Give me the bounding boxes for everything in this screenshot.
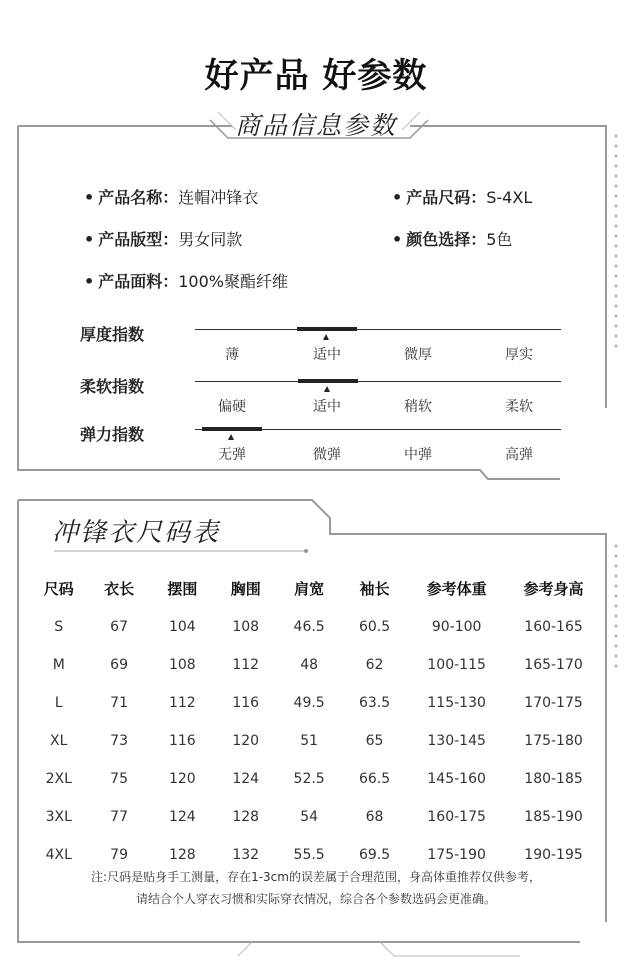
col-header: 参考身高: [523, 579, 584, 598]
table-cell: 4XL: [45, 847, 72, 863]
col-header: 胸围: [230, 579, 261, 598]
thickness-selected-mark: [297, 327, 357, 331]
table-cell: 180-185: [524, 771, 583, 787]
table-cell: 160-165: [524, 619, 583, 635]
size-note-line-1: 注:尺码是贴身手工测量，存在1-3cm的误差属于合理范围，身高体重推荐仅供参考，: [91, 870, 541, 884]
table-cell: 65: [365, 733, 384, 749]
attr-product-fit: • 产品版型：男女同款: [84, 230, 243, 249]
table-cell: 69.5: [358, 847, 391, 863]
softness-option: 适中: [313, 399, 341, 415]
table-cell: 3XL: [45, 809, 72, 825]
table-cell: XL: [50, 733, 68, 749]
attr-product-size: • 产品尺码：S-4XL: [392, 188, 533, 207]
softness-index-label: 柔软指数: [80, 377, 145, 396]
table-cell: 116: [168, 733, 196, 749]
col-header: 尺码: [43, 579, 74, 598]
table-cell: 145-160: [427, 771, 486, 787]
table-cell: 108: [168, 657, 196, 673]
softness-option: 柔软: [505, 399, 533, 415]
thickness-scale-line: [195, 329, 561, 330]
table-cell: 67: [110, 619, 128, 635]
elasticity-option: 高弹: [505, 447, 533, 463]
table-cell: 69: [110, 657, 128, 673]
table-cell: 185-190: [524, 809, 583, 825]
size-chart-title: 冲锋衣尺码表: [52, 518, 221, 548]
thickness-index-label: 厚度指数: [80, 325, 145, 344]
col-header: 肩宽: [294, 579, 325, 598]
table-cell: 49.5: [293, 695, 325, 711]
table-cell: 170-175: [524, 695, 583, 711]
elasticity-option: 中弹: [404, 447, 432, 463]
table-cell: 175-180: [524, 733, 583, 749]
table-cell: 71: [110, 695, 128, 711]
size-note-line-2: 请结合个人穿衣习惯和实际穿衣情况，综合各个参数选码会更准确。: [135, 892, 496, 906]
table-cell: 120: [232, 733, 260, 749]
table-cell: 128: [168, 847, 196, 863]
elasticity-selected-mark: [202, 427, 262, 431]
col-header: 衣长: [104, 579, 135, 598]
table-cell: 90-100: [431, 619, 482, 635]
table-cell: 48: [300, 657, 319, 673]
table-cell: 100-115: [427, 657, 486, 673]
table-row: [30, 722, 602, 760]
elasticity-index-label: 弹力指数: [80, 425, 145, 444]
table-cell: 73: [110, 733, 128, 749]
attr-color-choice: • 颜色选择：5色: [392, 230, 513, 249]
table-cell: 75: [110, 771, 128, 787]
table-cell: 124: [168, 809, 196, 825]
table-row: [30, 798, 602, 836]
table-cell: 68: [365, 809, 384, 825]
thickness-option: 适中: [313, 347, 341, 363]
table-cell: 132: [232, 847, 260, 863]
table-cell: 120: [168, 771, 196, 787]
table-cell: 116: [232, 695, 260, 711]
thickness-option: 薄: [225, 347, 239, 363]
thickness-pointer-icon: [323, 334, 329, 340]
table-cell: 52.5: [293, 771, 325, 787]
attr-product-fabric: • 产品面料：100%聚酯纤维: [84, 272, 288, 291]
attr-product-name: • 产品名称：连帽冲锋衣: [84, 188, 259, 207]
col-header: 袖长: [359, 579, 390, 598]
table-cell: L: [54, 695, 63, 711]
table-cell: 130-145: [427, 733, 486, 749]
table-cell: S: [54, 619, 64, 635]
table-cell: 165-170: [524, 657, 583, 673]
table-cell: 77: [110, 809, 128, 825]
softness-scale-line: [195, 381, 561, 382]
table-row: [30, 646, 602, 684]
table-cell: 124: [232, 771, 260, 787]
table-cell: 60.5: [358, 619, 391, 635]
table-row: [30, 760, 602, 798]
size-table: [30, 568, 602, 874]
table-cell: 66.5: [358, 771, 391, 787]
table-cell: M: [52, 657, 65, 673]
product-info-title: 商品信息参数: [234, 111, 397, 140]
softness-option: 稍软: [404, 399, 432, 415]
table-cell: 63.5: [358, 695, 391, 711]
table-cell: 46.5: [293, 619, 325, 635]
table-cell: 112: [168, 695, 196, 711]
table-row: [30, 684, 602, 722]
softness-pointer-icon: [324, 386, 330, 392]
table-cell: 175-190: [427, 847, 486, 863]
table-row: [30, 608, 602, 646]
size-table-header: [30, 568, 602, 608]
table-cell: 115-130: [427, 695, 486, 711]
table-cell: 51: [300, 733, 319, 749]
thickness-option: 厚实: [505, 347, 533, 363]
table-cell: 79: [110, 847, 128, 863]
page-title: 好产品 好参数: [204, 56, 428, 96]
table-cell: 2XL: [45, 771, 72, 787]
elasticity-option: 微弹: [313, 447, 341, 463]
table-cell: 190-195: [524, 847, 583, 863]
table-cell: 128: [232, 809, 260, 825]
softness-option: 偏硬: [218, 399, 246, 415]
table-cell: 108: [232, 619, 260, 635]
table-cell: 55.5: [293, 847, 325, 863]
elasticity-pointer-icon: [228, 434, 234, 440]
table-cell: 104: [168, 619, 196, 635]
table-cell: 160-175: [427, 809, 486, 825]
col-header: 参考体重: [426, 579, 487, 598]
elasticity-option: 无弹: [218, 447, 246, 463]
softness-selected-mark: [298, 379, 358, 383]
col-header: 摆围: [167, 579, 198, 598]
table-cell: 62: [365, 657, 384, 673]
table-cell: 112: [232, 657, 260, 673]
thickness-option: 微厚: [404, 347, 432, 363]
table-cell: 54: [300, 809, 319, 825]
